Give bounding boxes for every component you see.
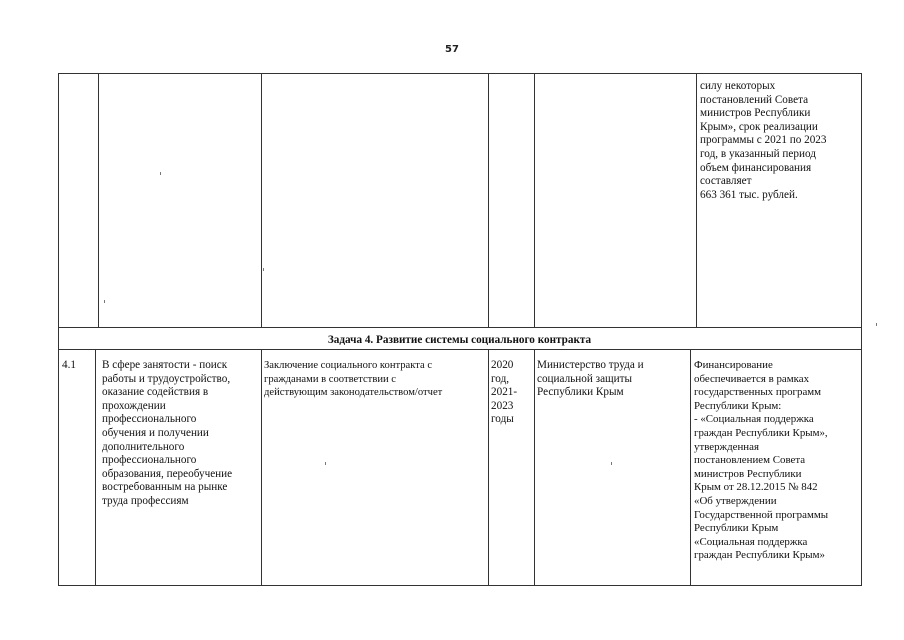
activity-line: профессионального [102, 454, 197, 467]
action-line: гражданами в соответствии с [264, 373, 397, 385]
funding-line: Республики Крым [694, 522, 779, 535]
activity-line: оказание содействия в [102, 386, 209, 399]
funding-line: Государственной программы [694, 508, 829, 521]
page-number: 57 [445, 44, 459, 55]
action-line: Заключение социального контракта с [264, 360, 433, 371]
scan-speck [104, 300, 105, 303]
funding-line: Финансирование [694, 359, 773, 371]
table-left-border [58, 73, 59, 585]
funding-line: государственных программ [694, 386, 822, 399]
scan-speck [325, 462, 326, 465]
executor-line: социальной защиты [537, 372, 633, 385]
scan-speck [160, 172, 161, 175]
lower-col-line-5 [690, 349, 691, 585]
scan-speck [876, 323, 877, 326]
funding-line: утвержденная [694, 440, 759, 453]
lower-col-line-4 [534, 349, 535, 585]
executor-cell [537, 359, 689, 400]
notes-line: министров Республики [700, 107, 811, 120]
upper-col-line-1 [98, 73, 99, 327]
notes-line: год, в указанный период [700, 147, 816, 160]
row-number: 4.1 [62, 359, 76, 371]
period-line: 2020 [491, 359, 514, 371]
scan-speck [611, 462, 612, 465]
upper-col-line-3 [488, 73, 489, 327]
section-bottom-border [58, 349, 862, 350]
activity-line: образования, переобучение [102, 467, 233, 480]
activity-line: прохождении [102, 399, 166, 412]
lower-col-line-2 [261, 349, 262, 585]
upper-col-line-4 [534, 73, 535, 327]
notes-line: составляет [700, 175, 752, 188]
scan-speck [263, 268, 264, 271]
funding-line: обеспечивается в рамках [694, 372, 810, 385]
funding-line: - «Социальная поддержка [694, 413, 814, 426]
activity-line: работы и трудоустройство, [102, 372, 231, 385]
funding-line: Крым от 28.12.2015 № 842 [694, 481, 818, 494]
period-line: 2021- [491, 386, 518, 399]
activity-line: профессионального [102, 413, 197, 426]
notes-line: программы с 2021 по 2023 [700, 134, 827, 147]
funding-line: «Социальная поддержка [694, 535, 808, 548]
period-line: 2023 [491, 399, 514, 412]
funding-line: граждан Республики Крым» [694, 549, 825, 562]
row-number-cell [62, 359, 94, 373]
period-line: годы [491, 413, 514, 426]
funding-line: граждан Республики Крым», [694, 426, 828, 439]
lower-col-line-3 [488, 349, 489, 585]
funding-line: министров Республики [694, 467, 802, 480]
notes-line: объем финансирования [700, 161, 812, 174]
activity-cell [102, 359, 260, 509]
executor-line: Республики Крым [537, 386, 624, 399]
action-line: действующим законодательством/отчет [264, 387, 443, 399]
executor-line: Министерство труда и [537, 359, 644, 371]
section-heading: Задача 4. Развитие системы социального контракта [327, 334, 592, 346]
notes-line: 663 361 тыс. рублей. [700, 188, 798, 201]
upper-col-line-2 [261, 73, 262, 327]
period-cell [491, 359, 533, 427]
notes-line: Крым», срок реализации [700, 120, 818, 133]
funding-line: постановлением Совета [694, 454, 806, 467]
action-cell [264, 359, 487, 400]
table-right-border [861, 73, 862, 585]
table-top-border [58, 73, 862, 74]
upper-col-line-5 [696, 73, 697, 327]
funding-line: «Об утверждении [694, 494, 777, 507]
activity-line: В сфере занятости - поиск [102, 359, 228, 371]
funding-line: Республики Крым: [694, 399, 782, 412]
funding-cell [694, 359, 861, 563]
activity-line: обучения и получении [102, 426, 209, 439]
table-bottom-border [58, 585, 862, 586]
activity-line: труда профессиям [102, 494, 189, 507]
period-line: год, [491, 372, 510, 385]
section-top-border [58, 327, 862, 328]
activity-line: востребованным на рынке [102, 481, 228, 494]
notes-line: постановлений Совета [700, 93, 809, 106]
continued-notes-cell [700, 80, 860, 202]
activity-line: дополнительного [102, 440, 185, 453]
lower-col-line-1 [95, 349, 96, 585]
notes-line: силу некоторых [700, 80, 776, 92]
